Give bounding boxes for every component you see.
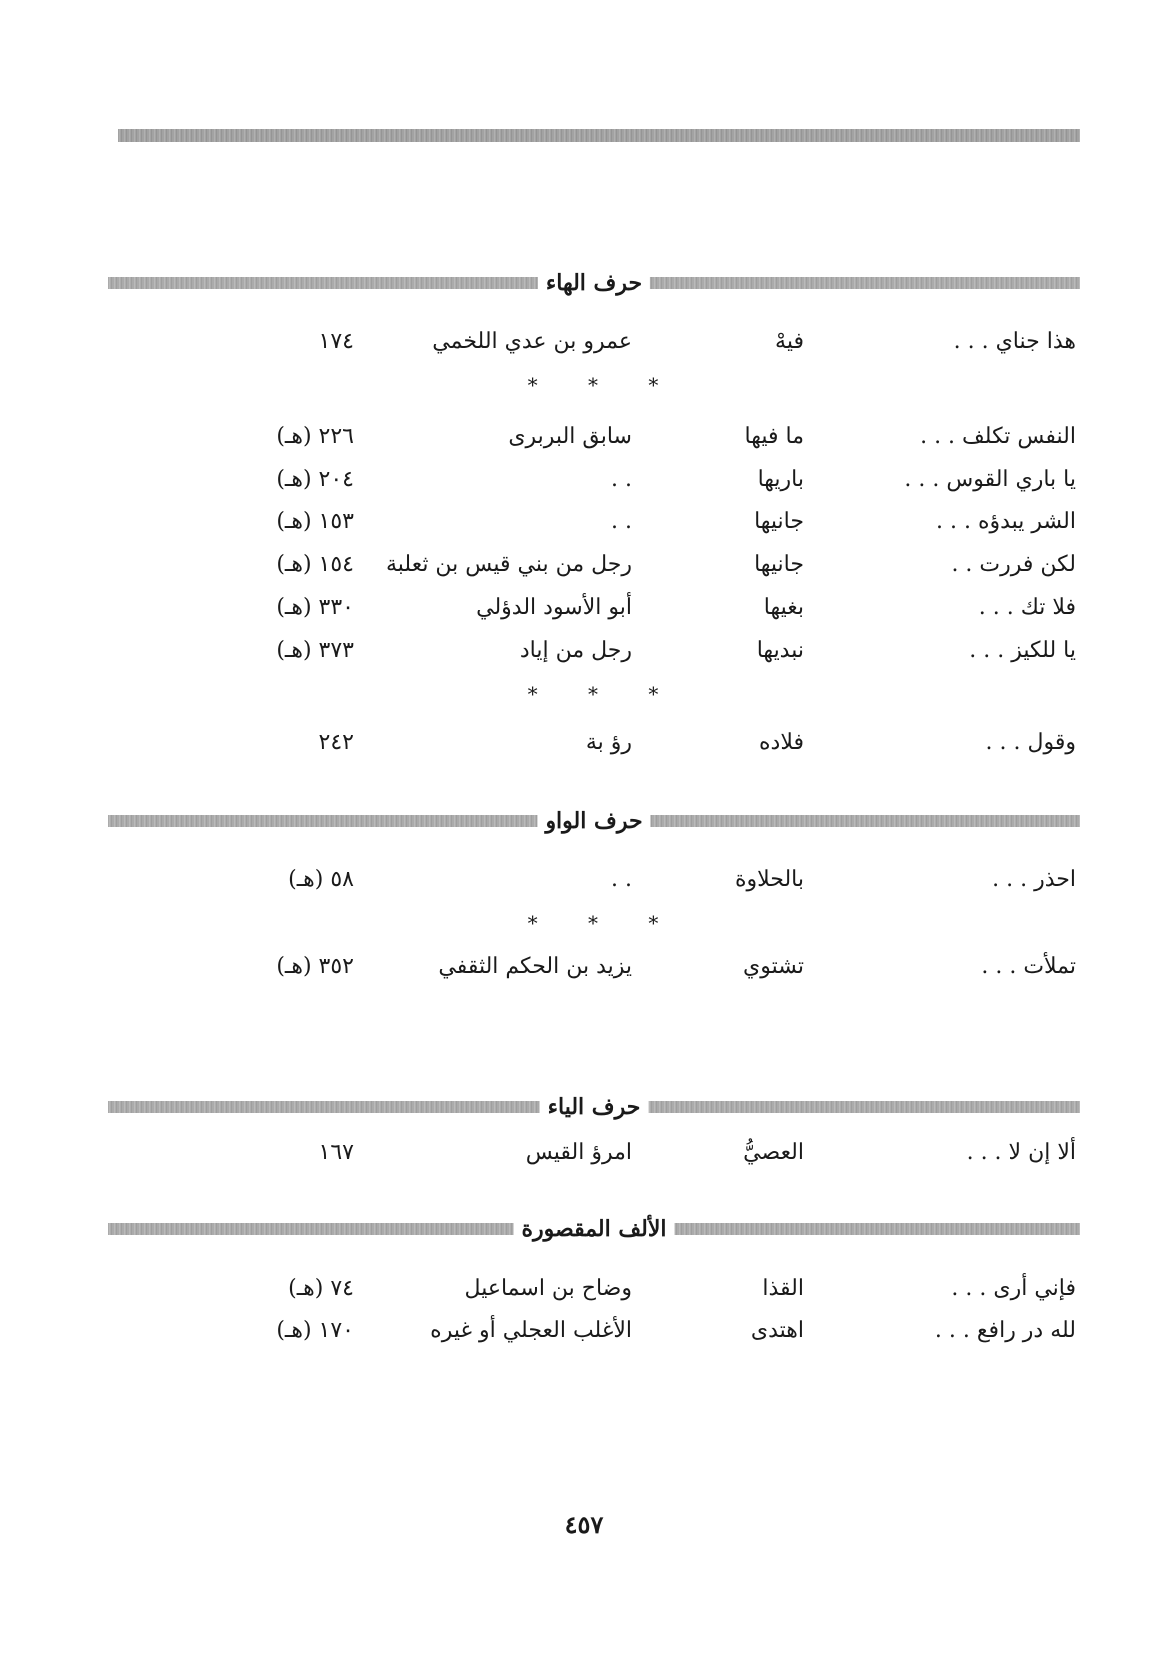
page-ref: ١٥٤ (هـ) (276, 552, 354, 577)
page-ref: ١٦٧ (318, 1140, 354, 1165)
index-row (0, 863, 1168, 897)
section-header-alif-maqsura (108, 1214, 1080, 1246)
page-ref: ١٥٣ (هـ) (276, 509, 354, 534)
section-title: حرف الهاء (538, 268, 650, 298)
poet-name: وضاح بن اسماعيل (464, 1276, 632, 1301)
rhyme-word: فلاده (759, 730, 804, 755)
verse-start: لله در رافع . . . (934, 1318, 1076, 1343)
page-ref: ٢٤٢ (318, 730, 354, 755)
rhyme-word: جانيها (754, 552, 804, 577)
section-title: حرف الياء (540, 1092, 649, 1122)
verse-start: لكن فررت . . (951, 552, 1076, 577)
index-row (0, 726, 1168, 760)
index-row (0, 1136, 1168, 1170)
page-ref: ٢٢٦ (هـ) (276, 424, 354, 449)
verse-start: ألا إن لا . . . (966, 1140, 1076, 1165)
rhyme-word: بالحلاوة (734, 867, 804, 892)
poet-name: يزيد بن الحكم الثقفي (438, 954, 632, 979)
poet-name: . . (611, 867, 632, 892)
rhyme-word: فيهْ (775, 329, 804, 354)
poet-name: سابق البربرى (508, 424, 632, 449)
separator-stars: * * * (527, 911, 681, 935)
verse-start: يا باري القوس . . . (904, 467, 1076, 492)
rhyme-word: نبديها (756, 638, 804, 663)
index-row (0, 1272, 1168, 1306)
section-title: الألف المقصورة (513, 1214, 674, 1244)
rhyme-word: ما فيها (744, 424, 804, 449)
section-header-ha (108, 268, 1080, 300)
verse-start: فإني أرى . . . (951, 1276, 1076, 1301)
index-row (0, 420, 1168, 454)
top-rule (118, 129, 1080, 142)
poet-name: . . (611, 509, 632, 534)
poet-name: أبو الأسود الدؤلي (476, 595, 632, 620)
rhyme-word: تشتوي (743, 954, 804, 979)
index-row (0, 463, 1168, 497)
poet-name: . . (611, 467, 632, 492)
rhyme-word: اهتدى (750, 1318, 804, 1343)
poet-name: رجل من بني قيس بن ثعلبة (385, 552, 632, 577)
poet-name: عمرو بن عدي اللخمي (432, 329, 632, 354)
verse-start: الشر يبدؤه . . . (936, 509, 1076, 534)
section-title: حرف الواو (537, 806, 650, 836)
rhyme-word: جانيها (754, 509, 804, 534)
index-row (0, 1314, 1168, 1348)
page-ref: ٣٣٠ (هـ) (276, 595, 354, 620)
index-row (0, 505, 1168, 539)
rhyme-word: بغيها (763, 595, 804, 620)
separator-stars: * * * (527, 682, 681, 706)
rhyme-word: العصيُّ (743, 1140, 804, 1165)
verse-start: النفس تكلف . . . (920, 424, 1076, 449)
poet-name: رؤ بة (585, 730, 632, 755)
section-header-ya (108, 1092, 1080, 1124)
page-ref: ٢٠٤ (هـ) (276, 467, 354, 492)
index-row (0, 548, 1168, 582)
page-ref: ٧٤ (هـ) (288, 1276, 354, 1301)
page-ref: ٣٧٣ (هـ) (276, 638, 354, 663)
separator-stars: * * * (527, 373, 681, 397)
index-row (0, 591, 1168, 625)
verse-start: وقول . . . (985, 730, 1076, 755)
index-row (0, 325, 1168, 359)
page-ref: ١٧٤ (318, 329, 354, 354)
poet-name: رجل من إياد (519, 638, 632, 663)
verse-start: هذا جناي . . . (953, 329, 1076, 354)
rhyme-word: القذا (762, 1276, 804, 1301)
page-ref: ٥٨ (هـ) (288, 867, 354, 892)
section-header-waw (108, 806, 1080, 838)
verse-start: فلا تك . . . (978, 595, 1076, 620)
rhyme-word: باريها (757, 467, 804, 492)
page-ref: ٣٥٢ (هـ) (276, 954, 354, 979)
poet-name: الأغلب العجلي أو غيره (430, 1318, 632, 1343)
page-ref: ١٧٠ (هـ) (276, 1318, 354, 1343)
verse-start: احذر . . . (992, 867, 1076, 892)
page-number: ٤٥٧ (564, 1510, 604, 1539)
index-row (0, 634, 1168, 668)
verse-start: يا للكيز . . . (969, 638, 1076, 663)
index-row (0, 950, 1168, 984)
verse-start: تملأت . . . (981, 954, 1076, 979)
poet-name: امرؤ القيس (525, 1140, 632, 1165)
